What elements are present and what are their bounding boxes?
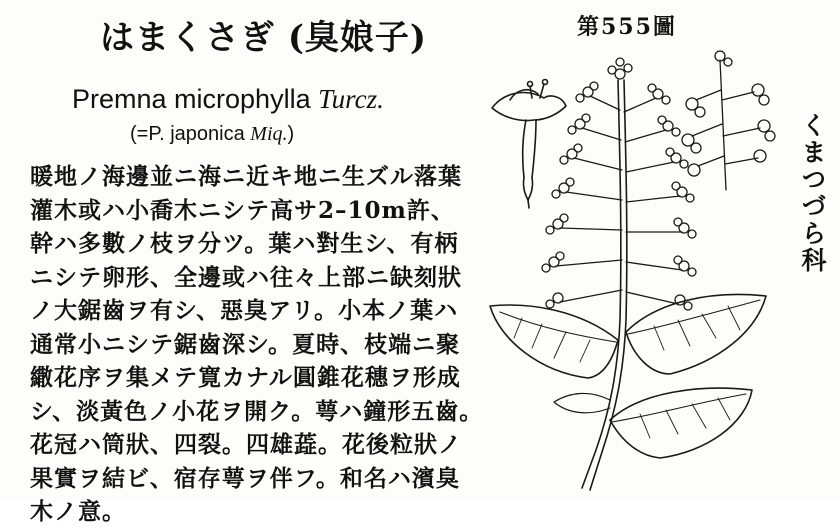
- description: [30, 160, 484, 529]
- description-line: 灌木或ハ小喬木ニシテ高サ2–10m許、: [30, 196, 455, 224]
- fruiting-branch-drawing: [682, 51, 775, 190]
- synonym-author: Miq.: [250, 123, 288, 145]
- leaves-drawing: [490, 295, 766, 459]
- plant-family-label: くまつづら科: [798, 112, 827, 274]
- description-line: 通常小ニシテ鋸齒深シ。夏時、枝端ニ聚: [30, 330, 461, 358]
- figure-number: 第555圖: [577, 14, 677, 40]
- synonym-close: ): [287, 123, 295, 145]
- main-stem-drawing: [582, 80, 627, 490]
- description-line: シ、淡黃色ノ小花ヲ開ク。萼ハ鐘形五齒。: [30, 397, 484, 425]
- description-line: 果實ヲ結ビ、宿存萼ヲ伴フ。和名ハ濱臭: [30, 464, 460, 492]
- scientific-name-binomial: Premna microphylla: [72, 84, 311, 114]
- flower-detail-drawing: [492, 80, 566, 209]
- scientific-name-author: Turcz.: [318, 84, 384, 114]
- description-line: 花冠ハ筒狀、四裂。四雄蕋。花後粒狀ノ: [30, 431, 462, 458]
- right-leaf-drawing: [626, 295, 766, 375]
- japanese-name-title: はまくさぎ (臭娘子): [100, 18, 428, 58]
- lower-leaf-drawing: [610, 388, 752, 458]
- scientific-name: [72, 84, 384, 115]
- synonym-name: (=P. japonica: [130, 123, 245, 145]
- description-line: ニシテ卵形、全邊或ハ往々上部ニ缺刻狀: [30, 263, 462, 291]
- description-line: 繖花序ヲ集メテ寛カナル圓錐花穗ヲ形成: [30, 364, 461, 391]
- description-line: ノ大鋸齒ヲ有シ、惡臭アリ。小本ノ葉ハ: [30, 297, 459, 324]
- botanical-illustration: [470, 40, 810, 500]
- description-line: 幹ハ多數ノ枝ヲ分ツ。葉ハ對生シ、有柄: [30, 230, 459, 257]
- description-line: 暖地ノ海邊並ニ海ニ近キ地ニ生ズル落葉: [30, 163, 462, 190]
- description-line: 木ノ意。: [30, 498, 126, 525]
- synonym: [130, 123, 294, 146]
